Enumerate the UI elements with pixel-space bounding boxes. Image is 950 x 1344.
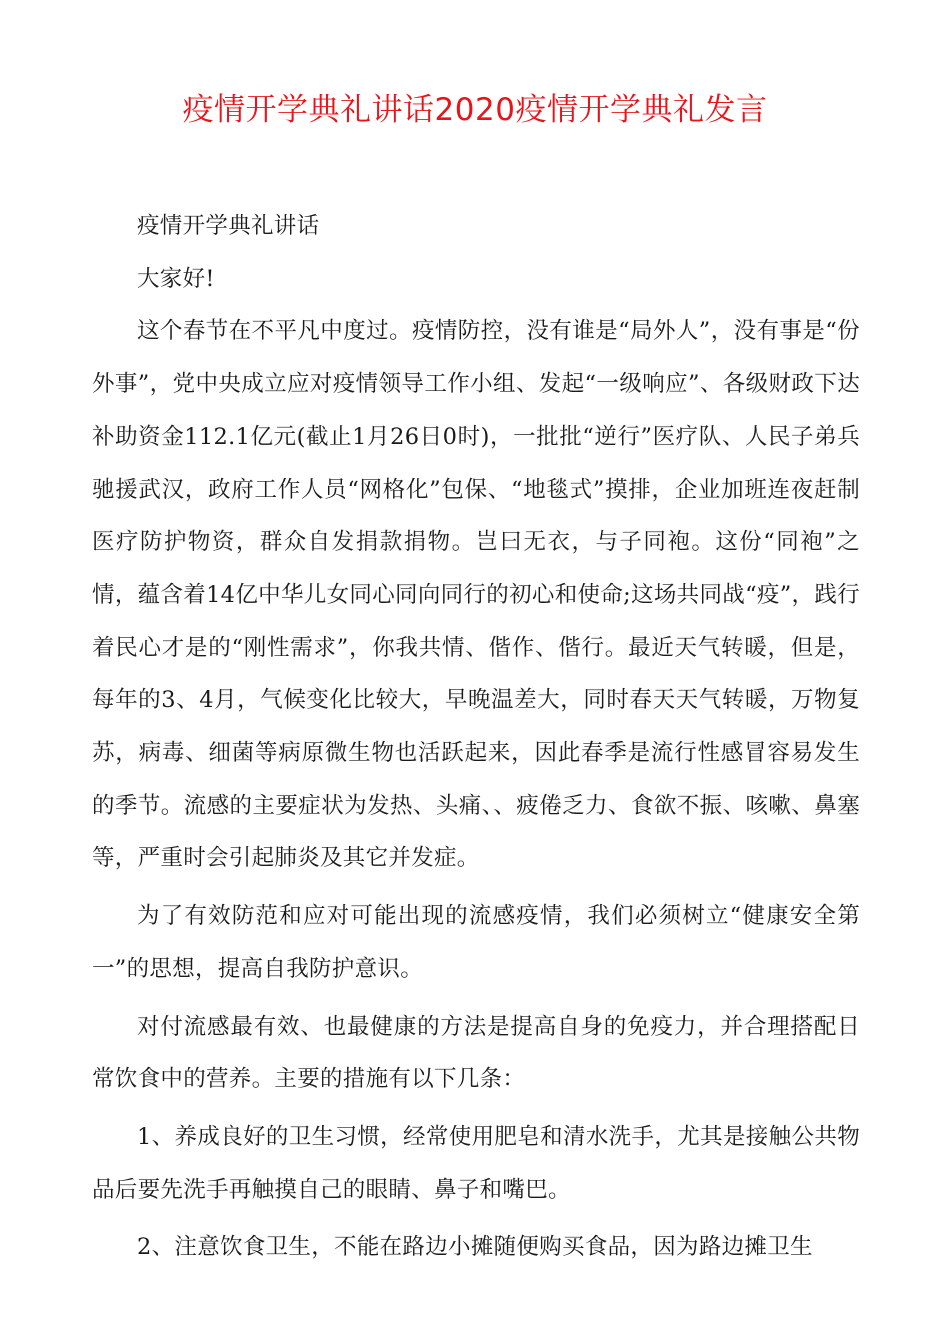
paragraph-heading: 疫情开学典礼讲话 (137, 213, 320, 239)
document-body (92, 200, 860, 1274)
paragraph-measures-intro: 对付流感最有效、也最健康的方法是提高自身的免疫力，并合理搭配日常饮食中的营养。主要的措施有以下几条： (92, 1013, 860, 1093)
paragraph-item-1: 1、养成良好的卫生习惯，经常使用肥皂和清水洗手，尤其是接触公共物品后要先洗手再触摸自己的眼睛、鼻子和嘴巴。 (92, 1123, 860, 1203)
paragraph-prevention: 为了有效防范和应对可能出现的流感疫情，我们必须树立“健康安全第一”的思想，提高自我防护意识。 (92, 903, 860, 982)
document-title: 疫情开学典礼讲话2020疫情开学典礼发言 (182, 92, 768, 128)
paragraph-main: 这个春节在不平凡中度过。疫情防控，没有谁是“局外人”，没有事是“份外事”，党中央成立应对疫情领导工作小组、发起“一级响应”、各级财政下达补助资金112.1亿元(截止1月26日0时)，一批批“逆行”医疗队、人民子弟兵驰援武汉，政府工作人员“网格化”包保、“地毯式”摸排，企业加班连夜赶制医疗防护物资，群众自发捐款捐物。岂曰无衣，与子同袍。这份“同袍”之情，蕴含着14亿中华儿女同心同向同行的初心和使命;这场共同战“疫”，践行着民心才是的“刚性需求”，你我共情、偕作、偕行。最近天气转暖，但是，每年的3、4月，气候变化比较大，早晚温差大，同时春天天气转暖，万物复苏，病毒、细菌等病原微生物也活跃起来，因此春季是流行性感冒容易发生的季节。流感的主要症状为发热、头痛、、疲倦乏力、食欲不振、咳嗽、鼻塞等，严重时会引起肺炎及其它并发症。 (92, 318, 860, 872)
paragraph-item-2: 2、注意饮食卫生，不能在路边小摊随便购买食品，因为路边摊卫生 (137, 1234, 813, 1261)
paragraph-greeting: 大家好! (137, 265, 215, 292)
